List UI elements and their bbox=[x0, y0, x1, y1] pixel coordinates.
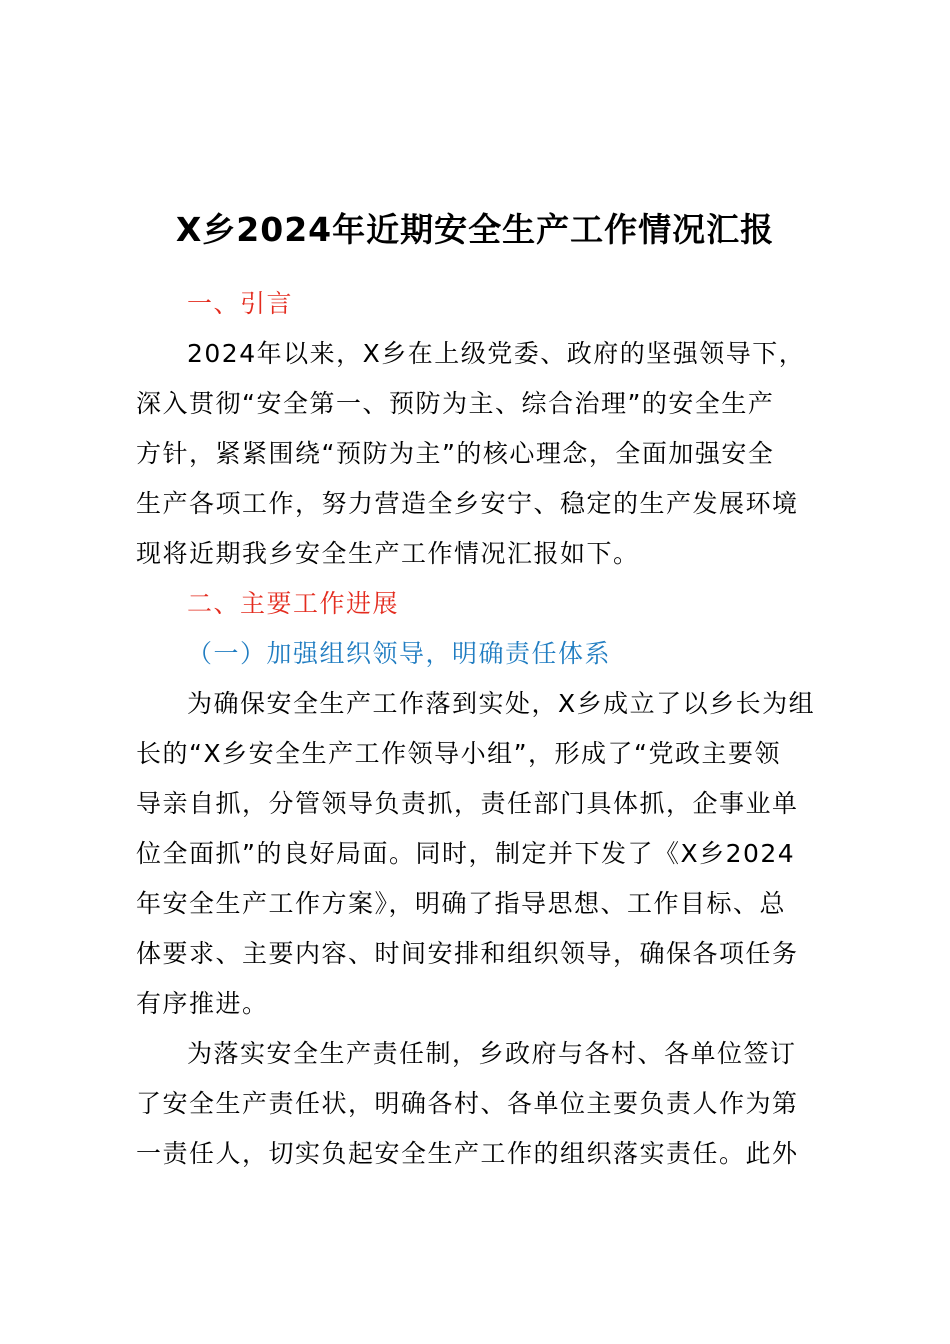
paragraph-line: 为落实安全生产责任制，乡政府与各村、各单位签订 bbox=[187, 1039, 797, 1068]
paragraph-line: 体要求、主要内容、时间安排和组织领导，确保各项任务 bbox=[136, 939, 799, 968]
paragraph-line: 导亲自抓，分管领导负责抓，责任部门具体抓，企事业单 bbox=[136, 789, 799, 818]
paragraph-line: 方针，紧紧围绕“预防为主”的核心理念，全面加强安全 bbox=[136, 439, 775, 468]
document-title: X乡2024年近期安全生产工作情况汇报 bbox=[175, 210, 775, 249]
paragraph-line: 深入贯彻“安全第一、预防为主、综合治理”的安全生产 bbox=[136, 389, 775, 418]
subsection-1-heading: （一）加强组织领导，明确责任体系 bbox=[187, 639, 612, 668]
section-2-heading: 二、主要工作进展 bbox=[187, 589, 400, 618]
paragraph-line: 年安全生产工作方案》，明确了指导思想、工作目标、总 bbox=[136, 889, 787, 918]
paragraph-line: 为确保安全生产工作落到实处，X乡成立了以乡长为组 bbox=[187, 689, 816, 718]
paragraph-line: 一责任人，切实负起安全生产工作的组织落实责任。此外 bbox=[136, 1139, 799, 1168]
section-1-heading: 一、引言 bbox=[187, 289, 294, 318]
paragraph-line: 2024年以来，X乡在上级党委、政府的坚强领导下， bbox=[187, 339, 806, 368]
paragraph-line: 位全面抓”的良好局面。同时，制定并下发了《X乡2024 bbox=[136, 839, 796, 868]
paragraph-line: 了安全生产责任状，明确各村、各单位主要负责人作为第 bbox=[136, 1089, 799, 1118]
paragraph-line: 有序推进。 bbox=[136, 989, 269, 1018]
paragraph-line: 生产各项工作，努力营造全乡安宁、稳定的生产发展环境 bbox=[136, 489, 799, 518]
paragraph-line: 长的“X乡安全生产工作领导小组”，形成了“党政主要领 bbox=[136, 739, 781, 768]
paragraph-line: 现将近期我乡安全生产工作情况汇报如下。 bbox=[136, 539, 640, 568]
